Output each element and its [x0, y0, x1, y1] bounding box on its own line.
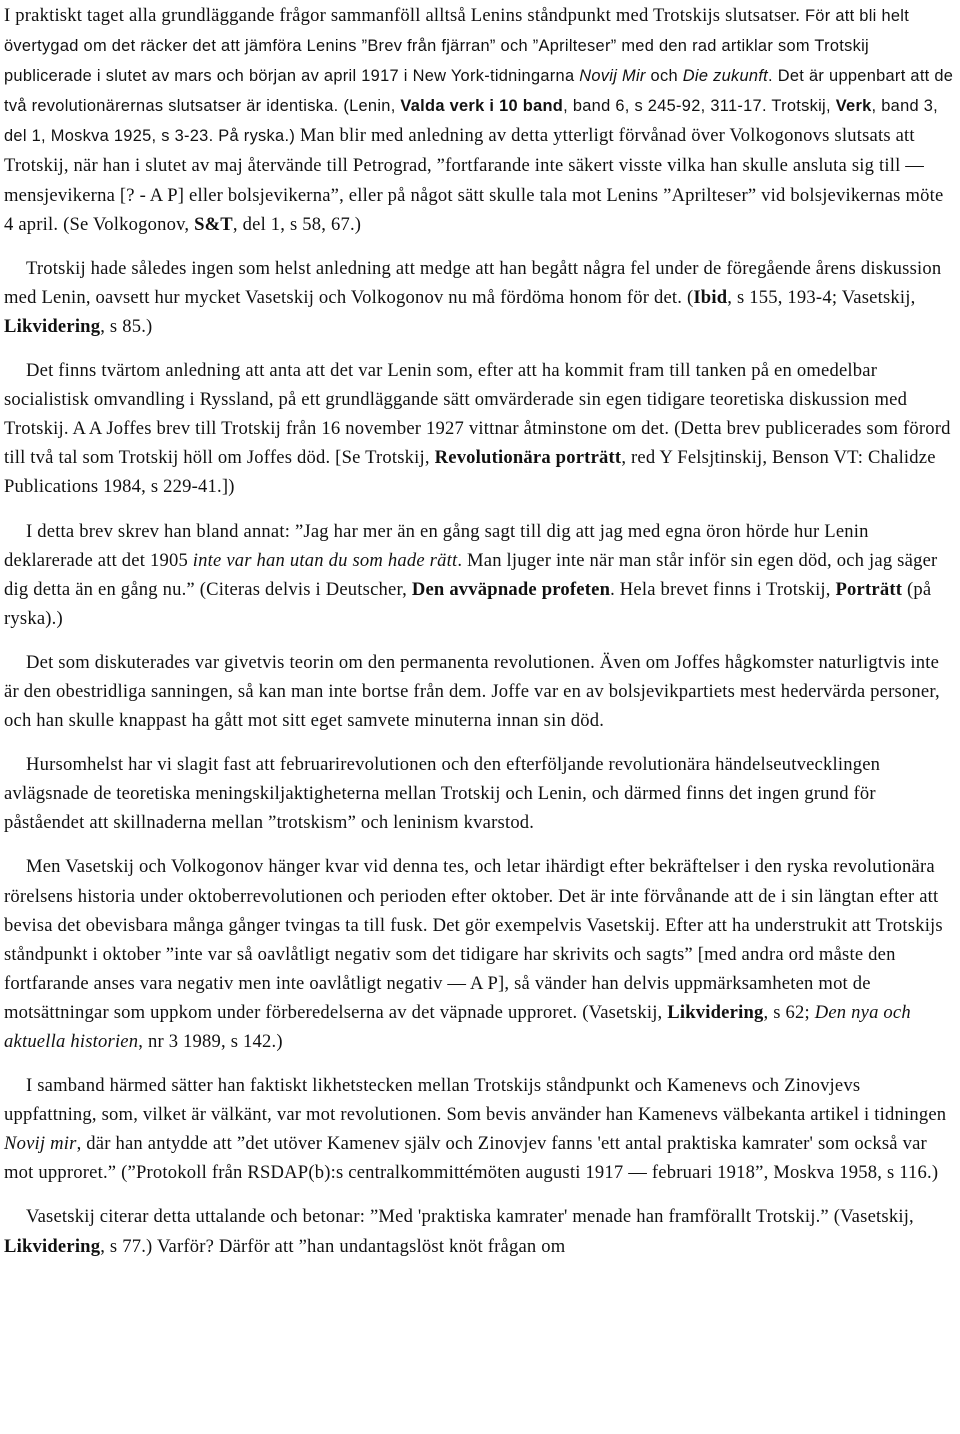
- paragraph-2-text: Trotskij hade således ingen som helst anledning att medge att han begått några fel under de föregående årens diskussion med Lenin, oavsett hur mycket Vasetskij och Volkogonov nu må fördöma honom för det. (: [4, 257, 942, 308]
- paragraph-1-text: och: [645, 67, 683, 86]
- bold-title: Likvidering: [4, 315, 101, 337]
- paragraph-2-text: , s 85.): [100, 315, 153, 337]
- bold-title: Verk: [835, 97, 872, 116]
- paragraph-3-text: Det finns tvärtom anledning att anta att det var Lenin som, efter att ha kommit fram till tanken på en omedelbar socialistisk omvandling i Ryssland, på ett grundläggande sätt omvärderade sin egen tidigare teoretiska diskussion med Trotskij. A A Joffes brev till Trotskij från 16 november 1927 vittnar åtminstone om det. (Detta brev publicerades som förord till två tal som Trotskij höll om Joffes död. [Se Trotskij,: [4, 360, 951, 469]
- paragraph-9: [4, 1202, 956, 1260]
- italic-quote: inte var han utan du som hade rätt: [192, 549, 458, 571]
- bold-title: Likvidering: [667, 1001, 764, 1023]
- paragraph-1-text: . Det är uppenbart att de två revolutionärernas slutsatser är identiska. (Lenin,: [4, 67, 954, 116]
- paragraph-1-text: , del 1, s 58, 67.): [232, 213, 362, 235]
- paragraph-4-text: . Hela brevet finns i Trotskij,: [610, 578, 836, 600]
- paragraph-7: [4, 852, 956, 1056]
- paragraph-7-text: Men Vasetskij och Volkogonov hänger kvar vid denna tes, och letar ihärdigt efter bekräftelser i den ryska revolutionära rörelsens historia under oktoberrevolutionen och perioden efter oktober. Det är inte förvånande att de i sin längtan efter att bevisa det obevisbara många gånger tvingas ta till fusk. Det gör exempelvis Vasetskij. Efter att ha understrukit att Trotskijs ståndpunkt i oktober ”inte var så oavlåtligt negativ som det tidigare har skrivits och sagts” [med andra ord måste den fortfarande anses vara negativ men inte oavlåtligt negativ — A P], så vänder han delvis uppmärksamheten mot de motsättningar som uppkom under förberedelserna av det väpnade upproret. (Vasetskij,: [4, 856, 943, 1023]
- paragraph-1-text: I praktiskt taget alla grundläggande frågor sammanföll alltså Lenins ståndpunkt med Trotskijs slutsatser.: [4, 5, 801, 26]
- paragraph-6: [4, 750, 956, 837]
- paragraph-4-text: I detta brev skrev han bland annat: ”Jag har mer än en gång sagt till dig att jag med egna öron hörde hur Lenin deklarerade att det 1905: [4, 520, 869, 571]
- paragraph-4: [4, 517, 956, 633]
- bold-title: Valda verk i 10 band: [400, 97, 564, 116]
- paragraph-3-text: , red Y Felsjtinskij, Benson VT: Chalidze Publications 1984, s 229-41.]): [4, 447, 936, 498]
- bold-title: Den avväpnade profeten: [411, 578, 611, 600]
- paragraph-6-text: Hursomhelst har vi slagit fast att februarirevolutionen och den efterföljande revolutionära händelseutvecklingen avlägsnade de teoretiska meningskiljaktigheterna mellan Trotskij och Lenin, och därmed finns det ingen grund för påståendet att skillnaderna mellan ”trotskism” och leninism kvarstod.: [4, 754, 881, 834]
- paragraph-9-text: , s 77.) Varför? Därför att ”han undantagslöst knöt frågan om: [100, 1235, 566, 1257]
- paragraph-7-text: , nr 3 1989, s 142.): [138, 1031, 283, 1052]
- paragraph-4-text: . Man ljuger inte när man står inför sin egen död, och jag säger dig detta än en gång nu.” (Citeras delvis i Deutscher,: [4, 549, 938, 600]
- bold-title: Revolutionära porträtt: [434, 447, 622, 469]
- bold-title: S&T: [194, 213, 233, 235]
- paragraph-1-text: Man blir med anledning av detta ytterligt förvånad över Volkogonovs slutsats att Trotskij, när han i slutet av maj återvände till Petrograd, ”fortfarande inte säkert visste vilka han skulle ansluta sig till — mensjevikerna [? - A P] eller bolsjevikerna”, eller på något sätt skulle tala mot Lenins ”Aprilteser” vid bolsjevikernas möte 4 april. (Se Volkogonov,: [4, 125, 944, 235]
- italic-title: Den nya och aktuella historien: [4, 1001, 911, 1052]
- italic-title: Die zukunft: [682, 67, 769, 86]
- paragraph-1-text: , band 6, s 245-92, 311-17. Trotskij,: [563, 97, 836, 116]
- paragraph-8-text: I samband härmed sätter han faktiskt likhetstecken mellan Trotskijs ståndpunkt och Kamenevs och Zinovjevs uppfattning, som, vilket är välkänt, var mot revolutionen. Som bevis använder han Kamenevs välbekanta artikel i tidningen: [4, 1075, 947, 1126]
- italic-title: Novij mir: [4, 1133, 77, 1155]
- paragraph-2-text: , s 155, 193-4; Vasetskij,: [727, 286, 916, 308]
- paragraph-1: [4, 1, 956, 239]
- bold-title: Likvidering: [4, 1235, 101, 1257]
- italic-title: Novij Mir: [579, 67, 646, 86]
- paragraph-1-text: För att bli helt övertygad om det räcker det att jämföra Lenins ”Brev från fjärran” och ”Aprilteser” med den rad artiklar som Trotskij publicerade i slutet av mars och början av april 1917 i New York-tidningarna: [4, 7, 910, 86]
- paragraph-3: [4, 356, 956, 501]
- paragraph-7-text: , s 62;: [763, 1001, 815, 1023]
- paragraph-8-text: , där han antydde att ”det utöver Kamenev själv och Zinovjev fanns 'ett antal praktiska kamrater' som också var mot upproret.” (”Protokoll från RSDAP(b):s centralkommittémöten augusti 1917 — februari 1918”, Moskva 1958, s 116.): [4, 1133, 939, 1184]
- paragraph-9-text: Vasetskij citerar detta uttalande och betonar: ”Med 'praktiska kamrater' menade han framförallt Trotskij.” (Vasetskij,: [26, 1206, 914, 1228]
- paragraph-2: [4, 254, 956, 341]
- paragraph-5-text: Det som diskuterades var givetvis teorin om den permanenta revolutionen. Även om Joffes hågkomster naturligtvis inte är den obestridliga sanningen, så kan man inte bortse från dem. Joffe var en av bolsjevikpartiets mest hedervärda personer, och han skulle knappast ha gått mot sitt eget samvete minuterna innan sin död.: [4, 651, 940, 732]
- paragraph-4-text: (på ryska).): [4, 578, 932, 629]
- paragraph-5: [4, 648, 956, 735]
- bold-title: Ibid: [693, 286, 728, 308]
- bold-title: Porträtt: [835, 578, 903, 600]
- paragraph-1-text: , band 3, del 1, Moskva 1925, s 3-23. På ryska.): [4, 97, 939, 146]
- paragraph-8: [4, 1071, 956, 1187]
